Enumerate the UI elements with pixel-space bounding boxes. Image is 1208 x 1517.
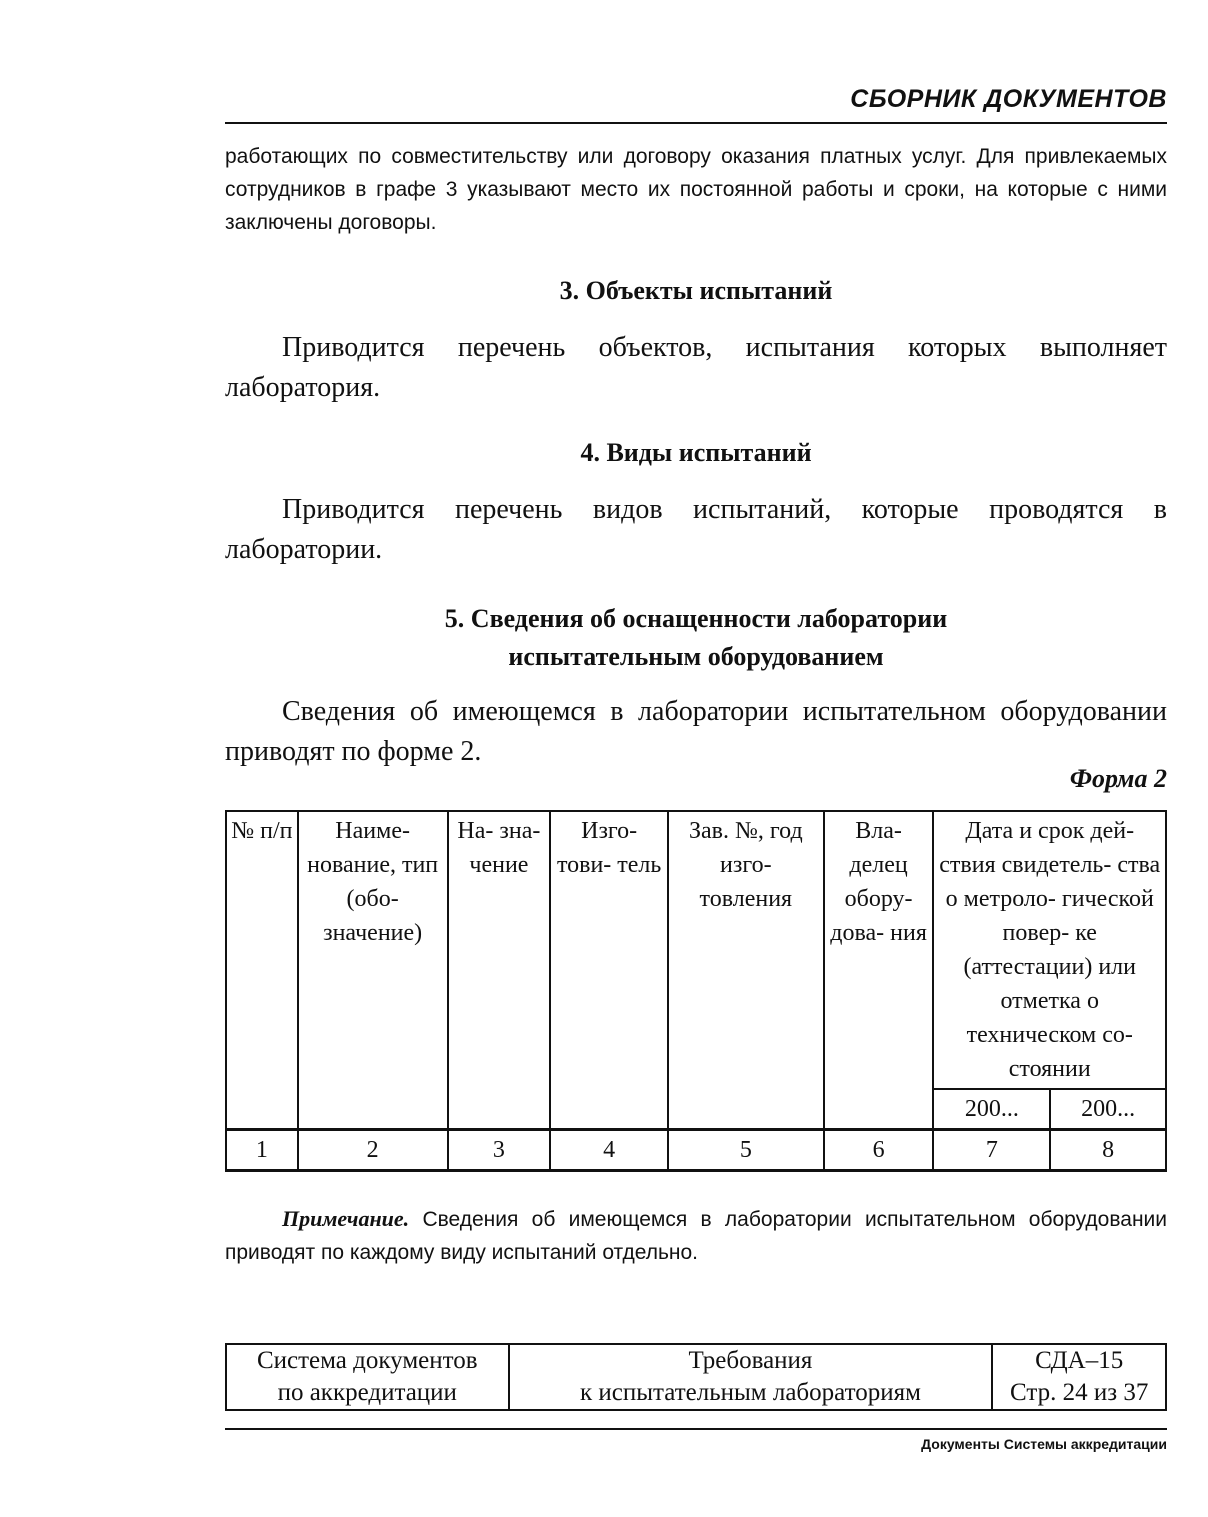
intro-paragraph: работающих по совместительству или договору оказания платных услуг. Для привлекаемых сотрудников в графе 3 указывают место их постоянной работы и сроки, на которые с ними заключены договоры. bbox=[225, 145, 1167, 234]
section3-heading: 3. Объекты испытаний bbox=[559, 276, 833, 305]
form-table bbox=[225, 810, 1167, 1172]
num-cell: 6 bbox=[824, 1130, 934, 1171]
footer-req-line1: Требования bbox=[688, 1347, 813, 1374]
subcol-year-2: 200... bbox=[1050, 1089, 1166, 1130]
section3-text: Приводится перечень объектов, испытания которых выполняет лаборатория. bbox=[225, 332, 1167, 403]
footer-system-line2: по аккредитации bbox=[277, 1379, 457, 1406]
footer-page: Стр. 24 из 37 bbox=[1010, 1379, 1149, 1406]
col-name: Наиме- нование, тип (обо- значение) bbox=[298, 811, 448, 1130]
footer-system bbox=[226, 1344, 509, 1410]
footer-code: СДА–15 bbox=[1035, 1347, 1124, 1374]
note bbox=[225, 1202, 1167, 1269]
col-manufacturer: Изго- тови- тель bbox=[550, 811, 668, 1130]
section5-heading bbox=[225, 600, 1167, 676]
footer-system-line1: Система документов bbox=[256, 1347, 478, 1374]
num-cell: 5 bbox=[668, 1130, 824, 1171]
num-cell: 7 bbox=[933, 1130, 1050, 1171]
num-cell: 8 bbox=[1050, 1130, 1166, 1171]
subcol-year-1: 200... bbox=[933, 1089, 1050, 1130]
note-label: Примечание. bbox=[282, 1206, 410, 1231]
footer-requirements bbox=[509, 1344, 993, 1410]
form-header-row bbox=[226, 811, 1166, 1089]
section5-heading-line1: 5. Сведения об оснащенности лаборатории bbox=[444, 604, 948, 633]
footer-doc-id bbox=[992, 1344, 1166, 1410]
bottom-caption: Документы Системы аккредитации bbox=[921, 1436, 1167, 1452]
num-cell: 1 bbox=[226, 1130, 298, 1171]
header-title: СБОРНИК ДОКУМЕНТОВ bbox=[850, 85, 1167, 113]
col-purpose: На- зна- чение bbox=[448, 811, 551, 1130]
form-label: Форма 2 bbox=[1069, 764, 1167, 793]
num-cell: 2 bbox=[298, 1130, 448, 1171]
col-verification-date: Дата и срок дей- ствия свидетель- ства о метроло- гической повер- ке (аттестации) или отметка о техническом со- стоянии bbox=[933, 811, 1166, 1089]
col-serial-year: Зав. №, год изго- товления bbox=[668, 811, 824, 1130]
col-owner: Вла- делец обору- дова- ния bbox=[824, 811, 934, 1130]
section4-heading: 4. Виды испытаний bbox=[580, 438, 812, 467]
note-text: Сведения об имеющемся в лаборатории испытательном оборудовании приводят по каждому виду испытаний отдельно. bbox=[225, 1208, 1167, 1264]
section5-text: Сведения об имеющемся в лаборатории испытательном оборудовании приводят по форме 2. bbox=[225, 696, 1167, 767]
section4-text: Приводится перечень видов испытаний, которые проводятся в лаборатории. bbox=[225, 494, 1167, 565]
footer-table bbox=[225, 1343, 1167, 1411]
footer-req-line2: к испытательным лабораториям bbox=[579, 1379, 921, 1406]
col-number: № п/п bbox=[226, 811, 298, 1130]
section5-heading-line2: испытательным оборудованием bbox=[508, 642, 884, 671]
num-cell: 3 bbox=[448, 1130, 551, 1171]
page-header bbox=[225, 78, 1167, 124]
num-cell: 4 bbox=[550, 1130, 668, 1171]
bottom-rule bbox=[225, 1428, 1167, 1430]
form-number-row bbox=[226, 1130, 1166, 1171]
